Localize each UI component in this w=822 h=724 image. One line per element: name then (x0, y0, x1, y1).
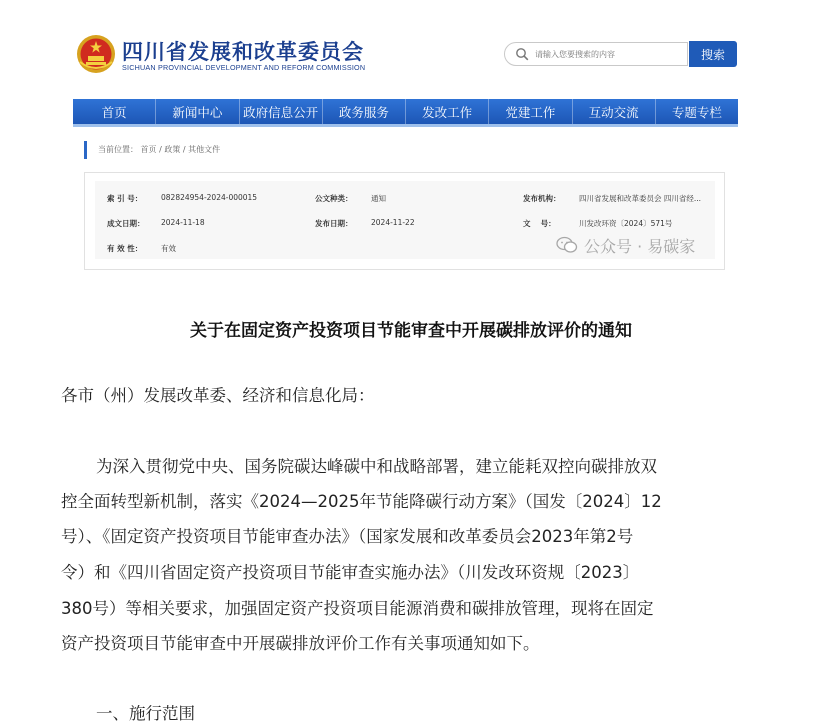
site-logo[interactable] (76, 34, 376, 78)
validity-label: 有 效 性： (107, 244, 143, 253)
nav-item-home[interactable]: 首页 (73, 99, 156, 124)
nav-item-gov-info[interactable]: 政府信息公开 (240, 99, 323, 124)
doc-number-value: 川发改环资〔2024〕571号 (579, 219, 673, 228)
watermark-text: 公众号 · 易碳家 (584, 237, 696, 256)
breadcrumb-text[interactable]: 当前位置： 首页 / 政策 / 其他文件 (98, 145, 221, 154)
index-label: 索 引 号： (107, 194, 143, 203)
main-nav (73, 99, 738, 127)
nav-item-services[interactable]: 政务服务 (323, 99, 406, 124)
body-line: 控全面转型新机制，落实《2024—2025年节能降碳行动方案》（国发〔2024〕12 (61, 492, 662, 511)
nav-item-interaction[interactable]: 互动交流 (573, 99, 656, 124)
nav-item-topics[interactable]: 专题专栏 (671, 104, 722, 120)
published-date-label: 发布日期： (315, 219, 353, 228)
type-label: 公文种类： (315, 194, 353, 203)
published-date-value: 2024-11-22 (371, 218, 415, 227)
body-line: 号）、《固定资产投资项目节能审查办法》（国家发展和改革委员会2023年第2号 (61, 527, 634, 546)
search-box (504, 42, 688, 66)
body-line: 为深入贯彻党中央、国务院碳达峰碳中和战略部署，建立能耗双控向碳排放双 (96, 457, 657, 476)
body-line: 资产投资项目节能审查中开展碳排放评价工作有关事项通知如下。 (61, 634, 540, 653)
breadcrumb-accent (84, 141, 87, 159)
section-heading: 一、施行范围 (96, 704, 195, 723)
article-greeting: 各市（州）发展改革委、经济和信息化局： (61, 386, 375, 405)
site-subtitle: SICHUAN PROVINCIAL DEVELOPMENT AND REFORM COMMISSION (122, 63, 366, 72)
nav-item-party[interactable]: 党建工作 (489, 99, 572, 124)
national-emblem-icon (76, 34, 116, 74)
breadcrumb (84, 138, 724, 164)
site-title: 四川省发展和改革委员会 (122, 40, 364, 64)
body-line: 令）和《四川省固定资产投资项目节能审查实施办法》（川发改环资规〔2023〕 (61, 563, 640, 582)
written-date-label: 成文日期： (107, 219, 145, 228)
wechat-icon (556, 236, 578, 254)
written-date-value: 2024-11-18 (161, 218, 205, 227)
search-input[interactable] (535, 46, 683, 62)
body-line: 380号）等相关要求，加强固定资产投资项目能源消费和碳排放管理，现将在固定 (61, 599, 654, 618)
validity-value: 有效 (161, 244, 176, 253)
index-value: 082824954-2024-000015 (161, 193, 258, 202)
article-title: 关于在固定资产投资项目节能审查中开展碳排放评价的通知 (190, 321, 632, 341)
search-icon (515, 47, 529, 61)
agency-label: 发布机构： (523, 194, 561, 203)
search-button[interactable]: 搜索 (689, 41, 737, 67)
agency-value: 四川省发展和改革委员会 四川省经... (579, 194, 702, 203)
nav-item-reform-work[interactable]: 发改工作 (406, 99, 489, 124)
type-value: 通知 (371, 194, 386, 203)
doc-number-label: 文 号： (523, 219, 556, 228)
nav-item-news[interactable]: 新闻中心 (156, 99, 239, 124)
